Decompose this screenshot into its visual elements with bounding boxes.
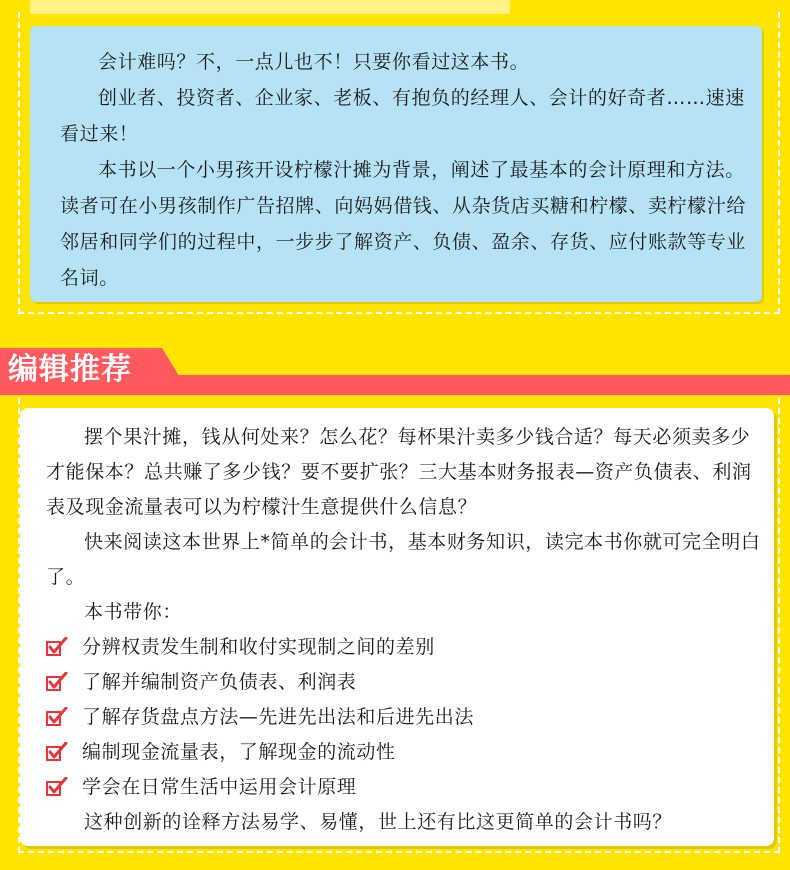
recommendation-card xyxy=(20,408,774,846)
checkmark-icon xyxy=(46,707,68,727)
main-paragraph: 本书带你： xyxy=(84,601,183,623)
checklist-text: 了解存货盘点方法—先进先出法和后进先出法 xyxy=(82,706,475,728)
checkmark-icon xyxy=(46,672,68,692)
checkmark-icon xyxy=(46,637,68,657)
intro-card xyxy=(30,26,762,302)
checklist-item xyxy=(46,665,766,700)
checklist-item xyxy=(46,630,766,665)
checklist-text: 编制现金流量表，了解现金的流动性 xyxy=(82,741,396,763)
main-paragraph: 快来阅读这本世界上*简单的会计书，基本财务知识，读完本书你就可完全明白了。 xyxy=(46,531,761,588)
main-paragraph: 摆个果汁摊，钱从何处来？怎么花？每杯果汁卖多少钱合适？每天必须卖多少才能保本？总共赚了多少钱？要不要扩张？三大基本财务报表—资产负债表、利润表及现金流量表可以为柠檬汁生意提供什么信息？ xyxy=(46,426,752,518)
intro-paragraph: 本书以一个小男孩开设柠檬汁摊为背景，阐述了最基本的会计原理和方法。读者可在小男孩制作广告招牌、向妈妈借钱、从杂货店买糖和柠檬、卖柠檬汁给邻居和同学们的过程中，一步步了解资产、负债、盈余、存货、应付账款等专业名词。 xyxy=(60,159,747,289)
checklist-text: 分辨权责发生制和收付实现制之间的差别 xyxy=(82,636,435,658)
checklist-text: 了解并编制资产负债表、利润表 xyxy=(82,671,357,693)
intro-paragraph: 创业者、投资者、企业家、老板、有抱负的经理人、会计的好奇者……速速看过来！ xyxy=(60,87,745,145)
section-title: 编辑推荐 xyxy=(8,352,132,387)
checklist-text: 学会在日常生活中运用会计原理 xyxy=(82,776,357,798)
closing-paragraph: 这种创新的诠释方法易学、易懂，世上还有比这更简单的会计书吗？ xyxy=(84,811,673,833)
checkmark-icon xyxy=(46,742,68,762)
checklist-item xyxy=(46,735,766,770)
checklist-item xyxy=(46,770,766,805)
checklist-item xyxy=(46,700,766,735)
intro-paragraph: 会计难吗？不，一点儿也不！只要你看过这本书。 xyxy=(98,51,530,73)
checkmark-icon xyxy=(46,777,68,797)
